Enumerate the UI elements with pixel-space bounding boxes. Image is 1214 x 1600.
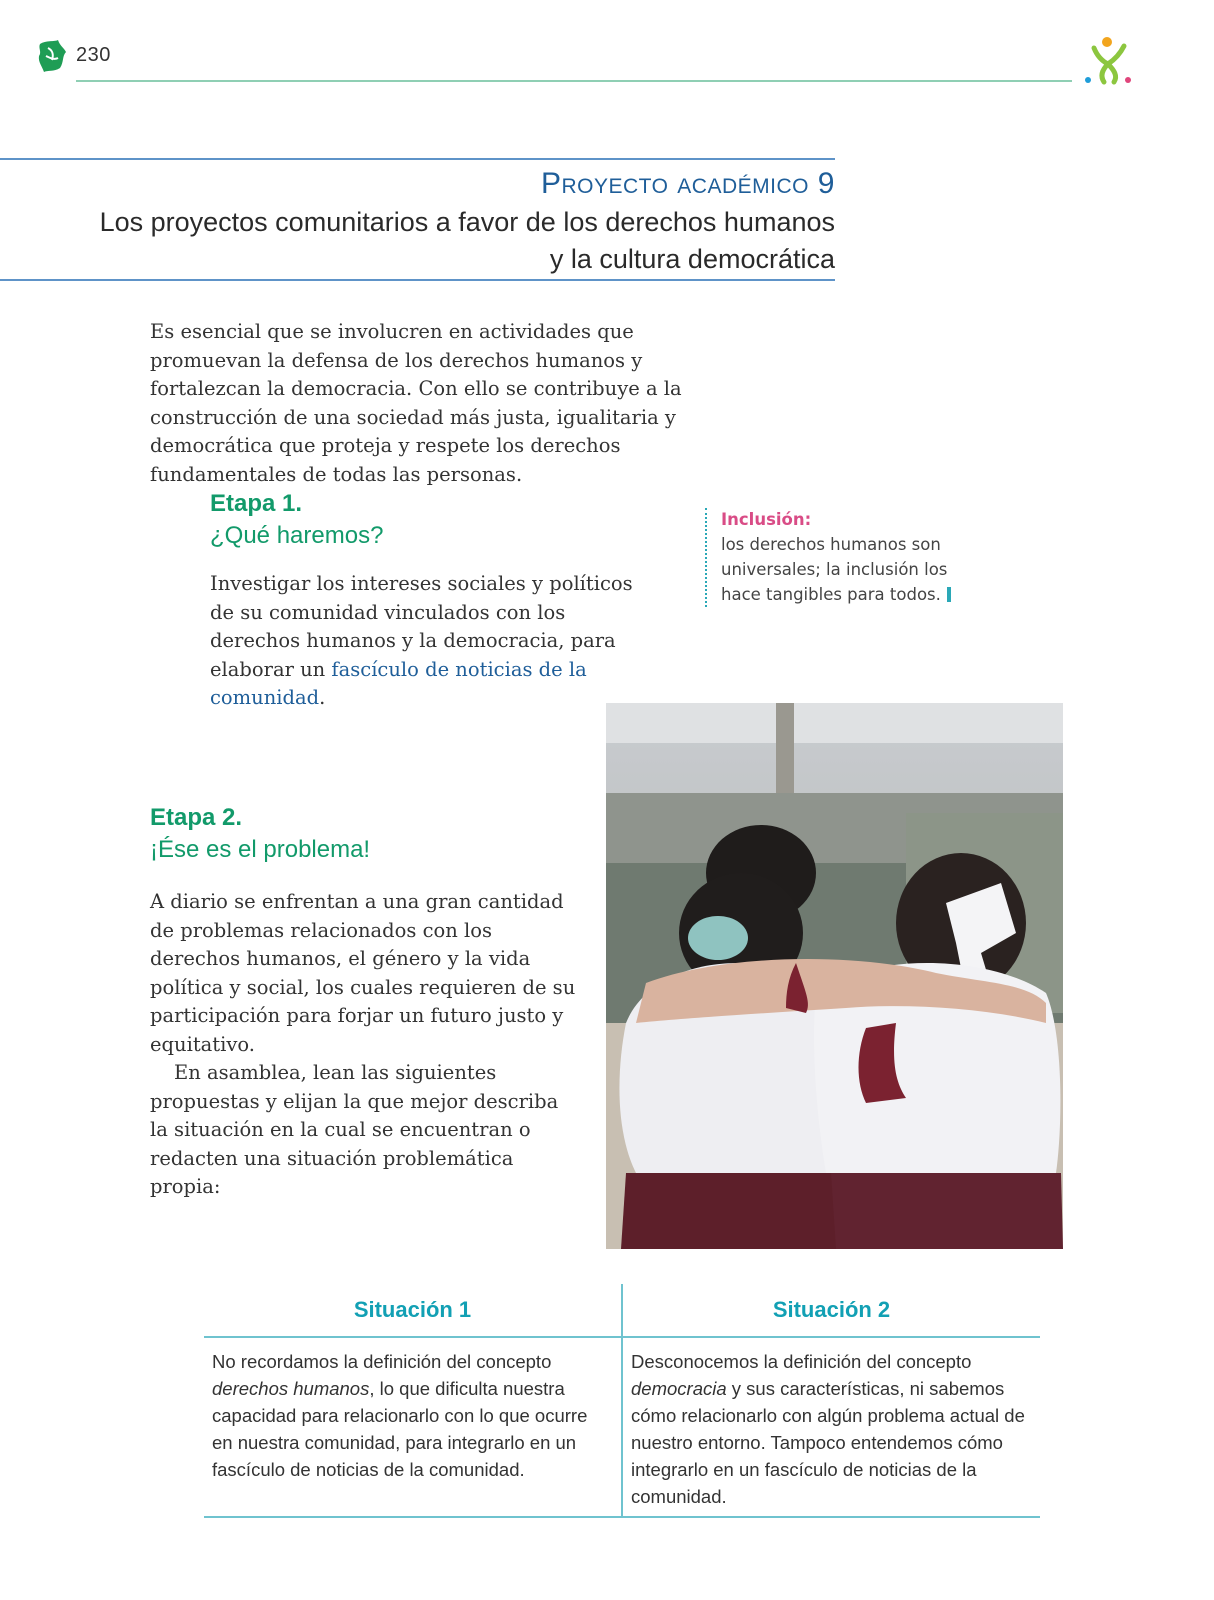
project-title-line-1: Los proyectos comunitarios a favor de los derechos humanos	[99, 207, 835, 237]
situation-2-term: democracia	[631, 1378, 727, 1399]
situation-1-text-post: , lo que dificulta nuestra capacidad para relacionarlo con lo que ocurre en nuestra comunidad, para integrarlo en un fascículo de noticias de la comunidad.	[212, 1378, 588, 1480]
etapa2-paragraph-1: A diario se enfrentan a una gran cantidad de problemas relacionados con los derechos humanos, el género y la vida política y social, los cuales requieren de su participación para forjar un futuro justo y equitativo.	[150, 890, 576, 1056]
situation-1-text-pre: No recordamos la definición del concepto	[212, 1351, 552, 1372]
page-number: 230	[76, 44, 111, 66]
project-title-line-2: y la cultura democrática	[549, 244, 835, 274]
situation-2-text-post: y sus características, ni sabemos cómo relacionarlo con algún problema actual de nuestro entorno. Tampoco entendemos cómo integrarlo en un fascículo de noticias de la comunidad.	[631, 1378, 1025, 1507]
glossary-term: Inclusión:	[721, 510, 812, 529]
program-logo-icon	[1080, 34, 1136, 88]
etapa2-body	[150, 888, 580, 1202]
title-block	[0, 164, 835, 278]
situations-table	[204, 1284, 1040, 1518]
etapa1-paragraph	[210, 570, 640, 713]
project-label: Proyecto académico 9	[540, 167, 835, 200]
etapa1-text-after: .	[319, 686, 326, 709]
etapa1-heading-block	[210, 488, 640, 552]
situation-1-header: Situación 1	[204, 1284, 622, 1337]
etapa2-heading-block	[150, 802, 580, 866]
etapa1-question: ¿Qué haremos?	[210, 522, 384, 549]
situation-2-header: Situación 2	[622, 1284, 1040, 1337]
situation-1-cell	[204, 1337, 622, 1517]
etapa2-heading: Etapa 2.	[150, 804, 243, 831]
glossary-definition	[721, 532, 951, 607]
glossary-definition-text: los derechos humanos son universales; la inclusión los hace tangibles para todos.	[721, 535, 948, 604]
situation-2-cell	[622, 1337, 1040, 1517]
glossary-sidebar	[705, 508, 951, 607]
book-section-icon	[36, 38, 68, 74]
end-mark-icon	[947, 587, 951, 602]
etapa2-paragraph-2: En asamblea, lean las siguientes propuestas y elijan la que mejor describa la situación en la cual se encuentran o redacten una situación problemática propia:	[150, 1061, 559, 1198]
situation-1-term: derechos humanos	[212, 1378, 370, 1399]
etapa1-text-before: Investigar los intereses sociales y políticos de su comunidad vinculados con los derechos humanos y la democracia, para elaborar un	[210, 572, 633, 681]
students-photo	[606, 703, 1063, 1249]
project-title	[0, 204, 835, 278]
etapa1-heading: Etapa 1.	[210, 490, 303, 517]
situation-2-text-pre: Desconocemos la definición del concepto	[631, 1351, 972, 1372]
header-rule	[76, 80, 1072, 82]
etapa2-question: ¡Ése es el problema!	[150, 836, 371, 863]
intro-paragraph: Es esencial que se involucren en actividades que promuevan la defensa de los derechos humanos y fortalezcan la democracia. Con ello se contribuye a la construcción de una sociedad más justa, igualitaria y democrática que proteja y respete los derechos fundamentales de todas las personas.	[150, 320, 682, 486]
title-rule-top	[0, 158, 835, 160]
etapa1-glossary-link: fascículo de noticias de la comunidad	[210, 657, 587, 709]
title-rule-bottom	[0, 279, 835, 281]
